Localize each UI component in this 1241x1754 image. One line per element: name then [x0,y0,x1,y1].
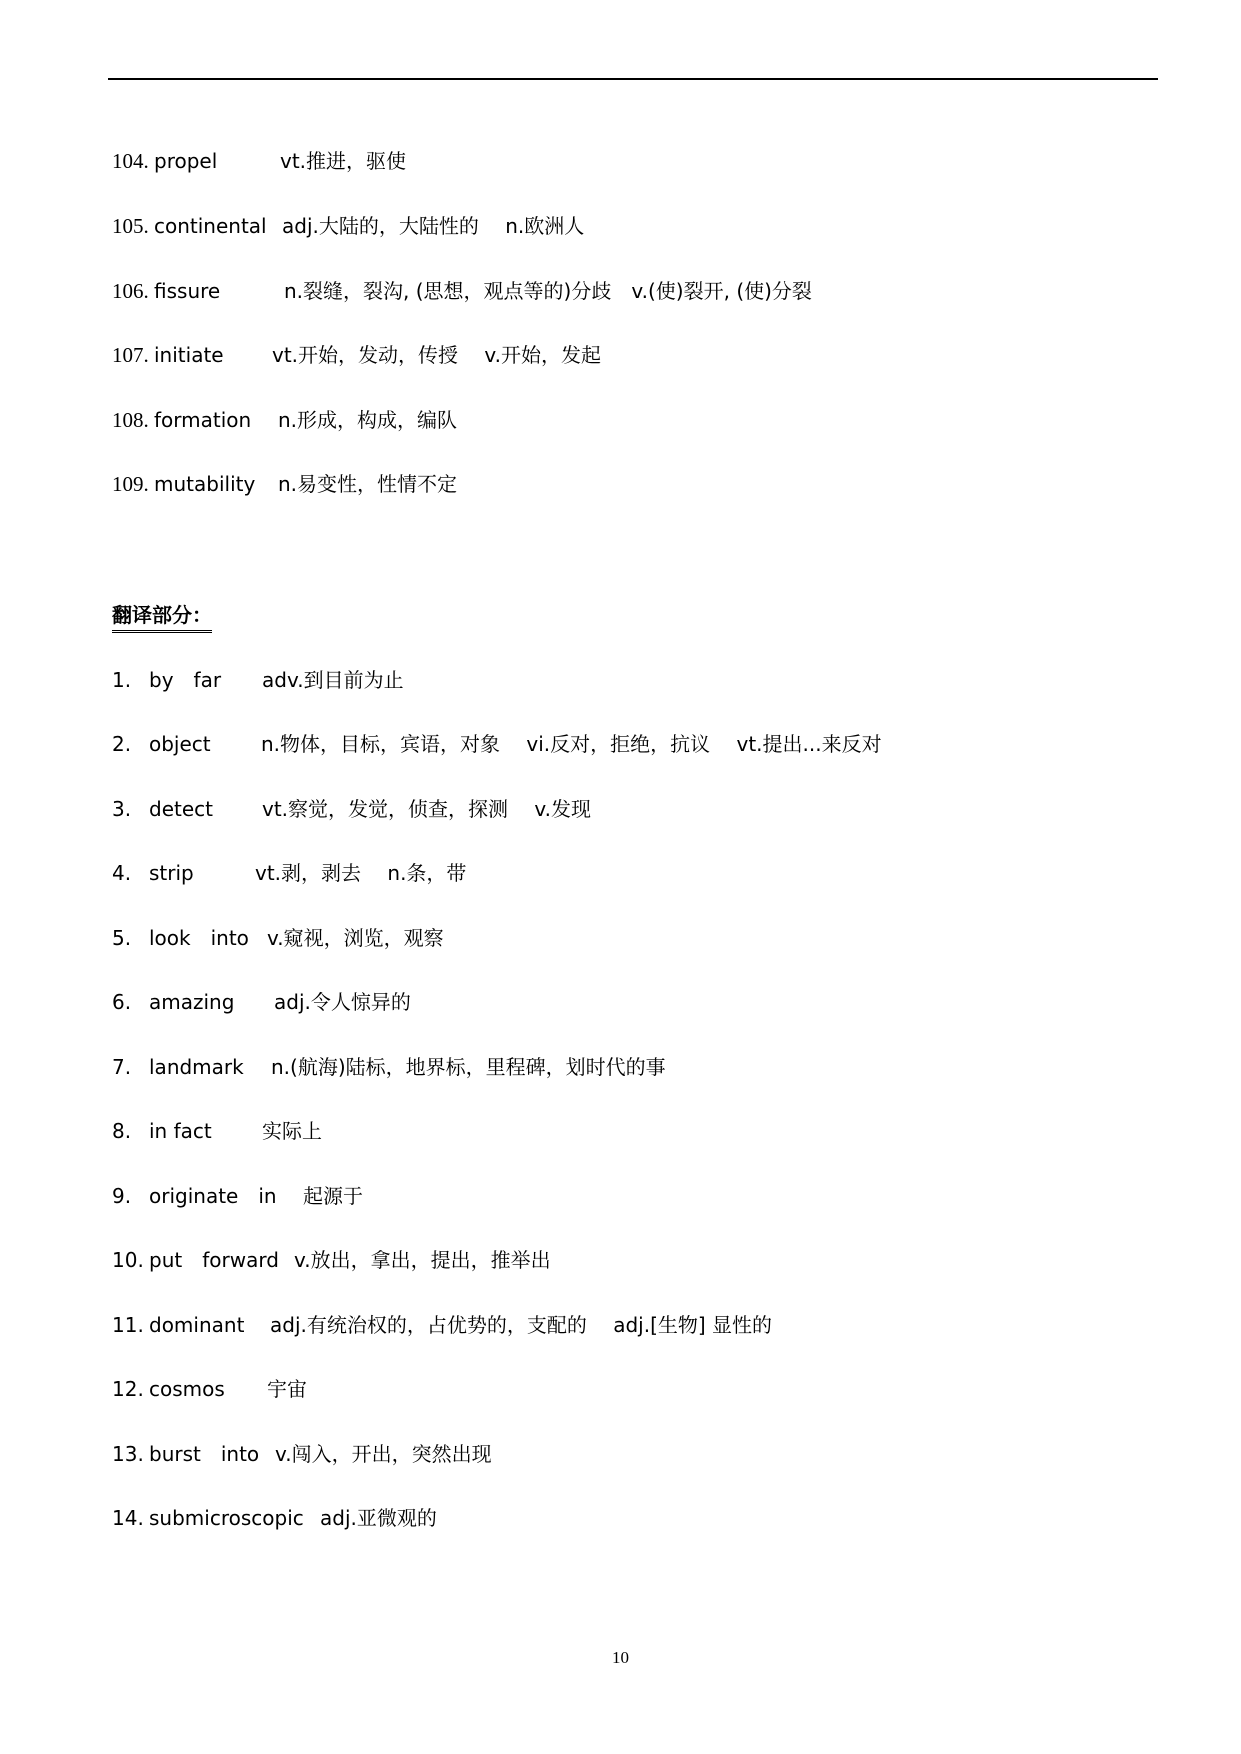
entry-number: 108. [112,408,149,432]
entry-word: continental [154,214,267,238]
entry-number: 11. [112,1313,144,1337]
entry-definition: v.闯入，开出，突然出现 [275,1442,492,1466]
entry-definition: 实际上 [262,1119,322,1143]
entry-number: 2. [112,732,132,756]
entry-word: amazing [149,990,235,1014]
entry-word: cosmos [149,1377,225,1401]
entry-number: 106. [112,279,149,303]
entry-word: initiate [154,343,224,367]
entry-definition: n.(航海)陆标，地界标，里程碑，划时代的事 [271,1055,666,1079]
entry-word: look into [149,926,249,950]
entry-definition: n.形成，构成，编队 [278,408,458,432]
entry-number: 105. [112,214,149,238]
section-heading: 翻译部分： [112,600,212,633]
entry-word: strip [149,861,194,885]
entry-definition: adj.有统治权的，占优势的，支配的 adj.[生物] 显性的 [270,1313,773,1337]
entry-word: detect [149,797,213,821]
entry-word: propel [154,149,218,173]
entry-number: 8. [112,1119,132,1143]
entry-definition: 宇宙 [267,1377,307,1401]
entry-word: dominant [149,1313,245,1337]
entry-number: 109. [112,472,149,496]
entry-definition: v.放出，拿出，提出，推举出 [294,1248,551,1272]
entry-definition: v.窥视，浏览，观察 [267,926,444,950]
page-number: 10 [612,1648,629,1667]
entry-word: originate in [149,1184,277,1208]
entry-number: 107. [112,343,149,367]
entry-word: in fact [149,1119,212,1143]
entry-definition: 起源于 [303,1184,363,1208]
entry-word: formation [154,408,252,432]
entry-word: object [149,732,211,756]
entry-definition: n.物体，目标，宾语，对象 vi.反对，拒绝，抗议 vt.提出...来反对 [261,732,882,756]
entry-number: 13. [112,1442,144,1466]
entry-number: 7. [112,1055,132,1079]
entry-definition: vt.剥，剥去 n.条，带 [255,861,467,885]
entry-number: 5. [112,926,132,950]
entry-definition: vt.察觉，发觉，侦查，探测 v.发现 [262,797,592,821]
entry-number: 4. [112,861,132,885]
entry-word: fissure [154,279,221,303]
entry-number: 104. [112,149,149,173]
entry-definition: adj.亚微观的 [320,1506,437,1530]
entry-definition: adv.到目前为止 [262,668,404,692]
entry-word: submicroscopic [149,1506,304,1530]
entry-word: put forward [149,1248,279,1272]
entry-number: 9. [112,1184,132,1208]
entry-number: 12. [112,1377,144,1401]
entry-number: 1. [112,668,132,692]
entry-definition: vt.开始，发动，传授 v.开始，发起 [272,343,602,367]
entry-definition: vt.推进，驱使 [280,149,407,173]
entry-definition: adj.大陆的，大陆性的 n.欧洲人 [282,214,585,238]
entry-word: by far [149,668,222,692]
entry-definition: n.易变性，性情不定 [278,472,458,496]
entry-number: 3. [112,797,132,821]
entry-definition: n.裂缝，裂沟, (思想，观点等的)分歧 v.(使)裂开, (使)分裂 [284,279,812,303]
entry-definition: adj.令人惊异的 [274,990,411,1014]
header-rule [108,78,1158,80]
entry-number: 6. [112,990,132,1014]
entry-word: landmark [149,1055,244,1079]
entry-word: burst into [149,1442,260,1466]
entry-word: mutability [154,472,256,496]
entry-number: 14. [112,1506,144,1530]
entry-number: 10. [112,1248,144,1272]
